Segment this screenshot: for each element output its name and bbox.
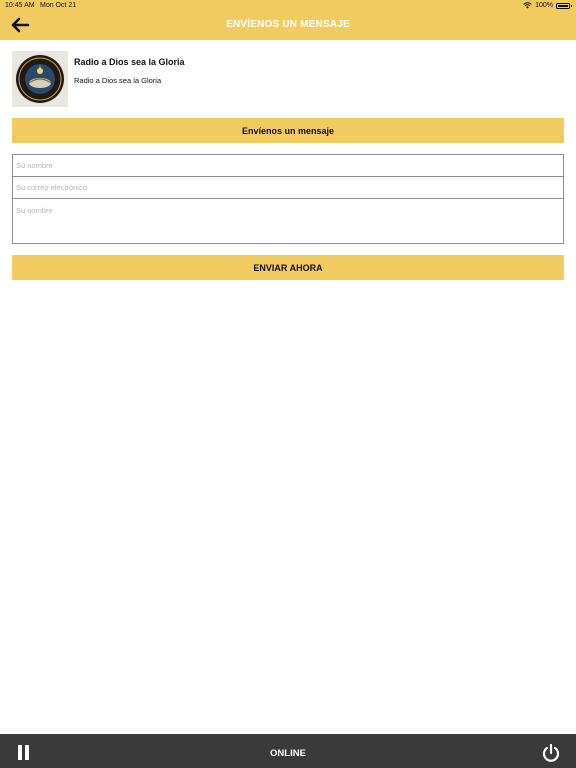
station-subtitle: Radio a Dios sea la Gloria <box>74 76 162 85</box>
station-name: Radio a Dios sea la Gloria <box>74 57 185 67</box>
battery-percent: 100% <box>535 2 553 9</box>
station-logo-image <box>14 53 66 105</box>
message-input[interactable] <box>12 198 564 244</box>
battery-icon <box>556 3 570 9</box>
player-status: ONLINE <box>270 748 306 759</box>
status-time: 10:45 AM <box>5 2 35 9</box>
station-header <box>12 51 564 107</box>
page-title: ENVÍENOS UN MENSAJE <box>226 19 350 30</box>
power-button[interactable] <box>541 743 561 763</box>
email-input[interactable] <box>12 176 564 199</box>
status-date: Mon Oct 21 <box>40 2 77 9</box>
status-right <box>523 2 570 9</box>
power-icon <box>541 743 561 763</box>
station-logo <box>12 51 68 107</box>
name-input[interactable] <box>12 154 564 177</box>
top-bar <box>0 0 576 40</box>
send-button[interactable]: ENVIAR AHORA <box>12 255 564 280</box>
wifi-icon <box>523 2 532 9</box>
status-bar <box>0 0 576 12</box>
section-title: Envíenos un mensaje <box>12 118 564 143</box>
player-bar <box>0 734 576 768</box>
